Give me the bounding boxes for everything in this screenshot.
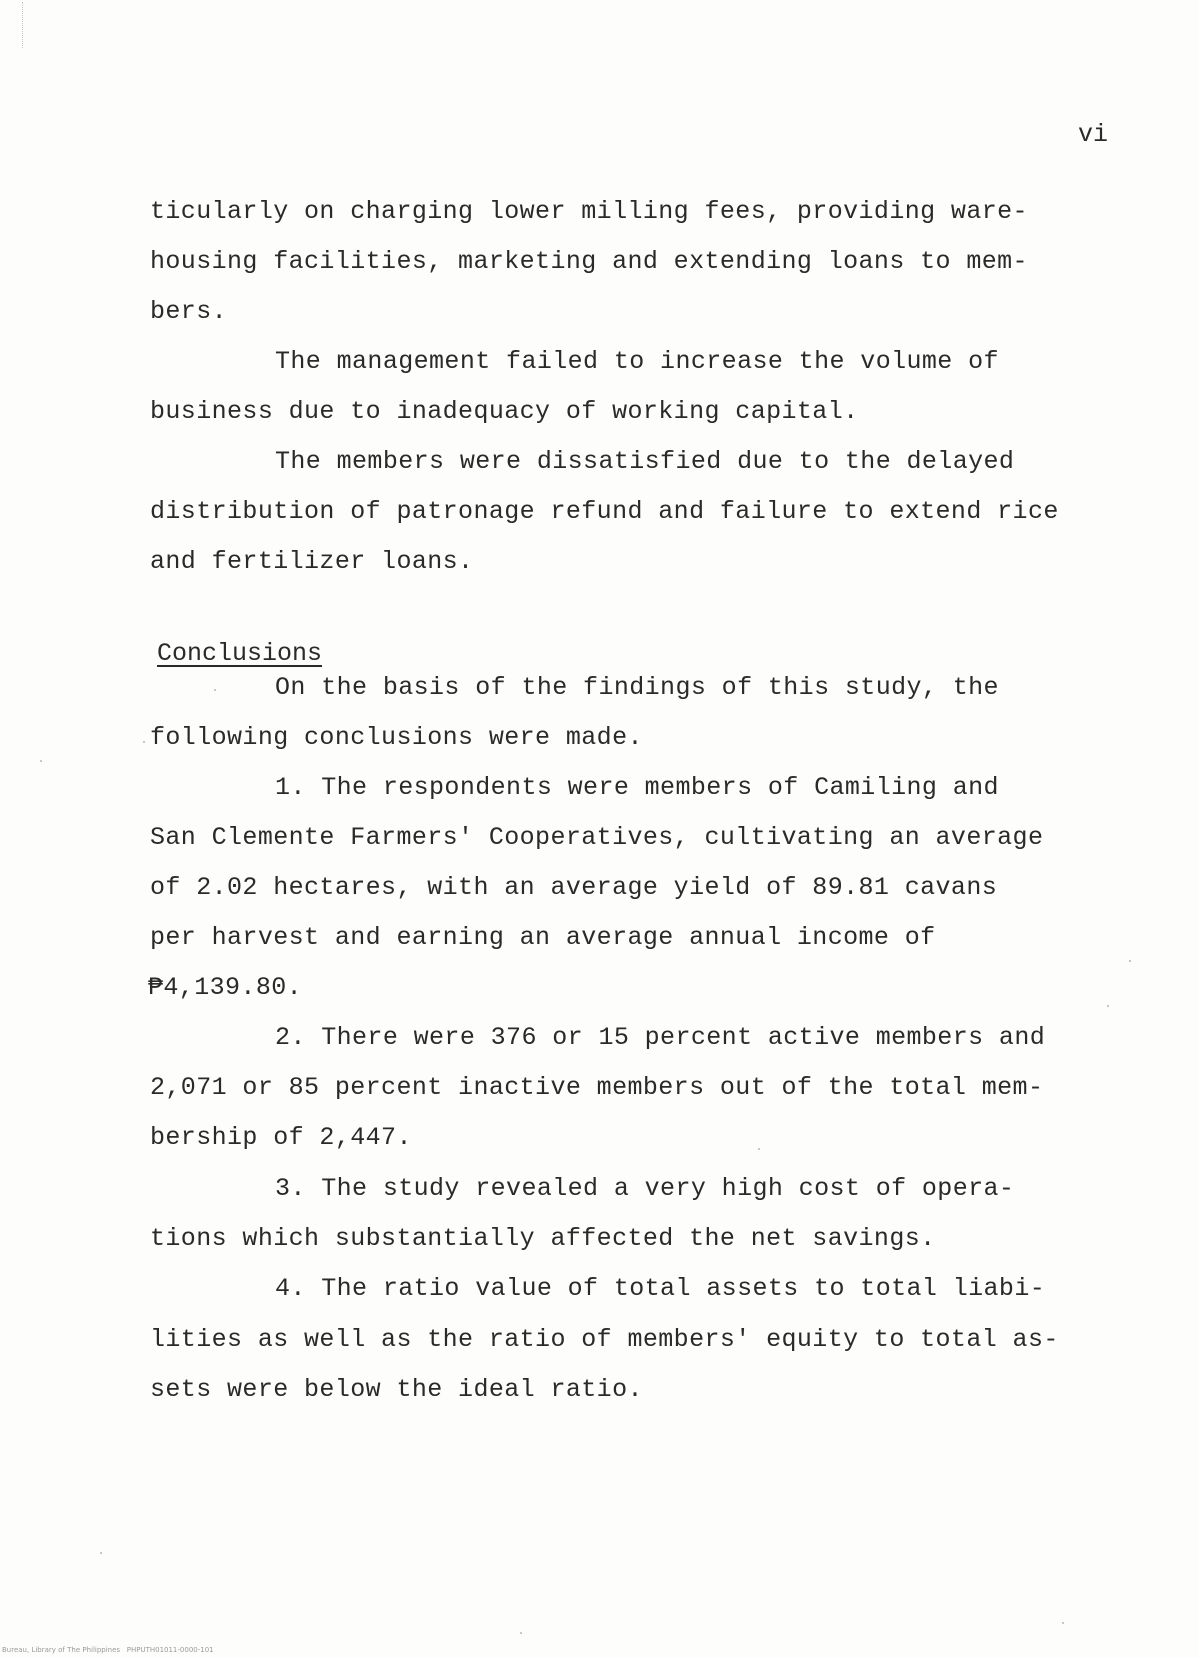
conclusion-line: 1. The respondents were members of Camiling and <box>275 773 999 802</box>
conclusion-line: sets were below the ideal ratio. <box>150 1375 643 1404</box>
paper-speck <box>520 1632 522 1634</box>
conclusion-line: bership of 2,447. <box>150 1123 412 1152</box>
body-line: business due to inadequacy of working capital. <box>150 397 859 426</box>
conclusion-line: 2. There were 376 or 15 percent active members and <box>275 1023 1046 1052</box>
conclusion-line: of 2.02 hectares, with an average yield of 89.81 cavans <box>150 873 998 902</box>
margin-mark <box>22 2 26 48</box>
conclusion-line: ₱4,139.80. <box>148 973 303 1002</box>
paper-speck <box>1107 1005 1109 1007</box>
body-line: housing facilities, marketing and extending loans to mem- <box>150 247 1028 276</box>
section-heading-conclusions: Conclusions <box>157 639 323 668</box>
paper-speck <box>100 1552 102 1554</box>
paper-speck <box>214 689 216 691</box>
body-line: The management failed to increase the volume of <box>275 347 999 376</box>
paper-speck <box>1062 1622 1064 1624</box>
body-line: and fertilizer loans. <box>150 547 474 576</box>
conclusion-line: tions which substantially affected the net savings. <box>150 1224 936 1253</box>
conclusion-line: lities as well as the ratio of members' equity to total as- <box>150 1325 1059 1354</box>
conclusion-line: San Clemente Farmers' Cooperatives, cultivating an average <box>150 823 1044 852</box>
page-number: vi <box>1078 120 1109 149</box>
conclusion-line: 2,071 or 85 percent inactive members out of the total mem- <box>150 1073 1044 1102</box>
conclusion-line: 4. The ratio value of total assets to total liabi- <box>275 1274 1046 1303</box>
paper-speck <box>143 741 145 743</box>
paper-speck <box>758 1148 760 1150</box>
conclusion-line: 3. The study revealed a very high cost of opera- <box>275 1174 1015 1203</box>
conclusion-line: per harvest and earning an average annual income of <box>150 923 936 952</box>
body-line: ticularly on charging lower milling fees, providing ware- <box>150 197 1028 226</box>
archive-footer: Bureau, Library of The Philippines PHPUTH01011-0000-101 <box>2 1646 214 1654</box>
body-line: distribution of patronage refund and failure to extend rice <box>150 497 1059 526</box>
conclusion-line: On the basis of the findings of this study, the <box>275 673 999 702</box>
body-line: The members were dissatisfied due to the delayed <box>275 447 1015 476</box>
body-line: bers. <box>150 297 228 326</box>
conclusion-line: following conclusions were made. <box>150 723 643 752</box>
paper-speck <box>40 760 42 762</box>
paper-speck <box>1129 960 1131 962</box>
